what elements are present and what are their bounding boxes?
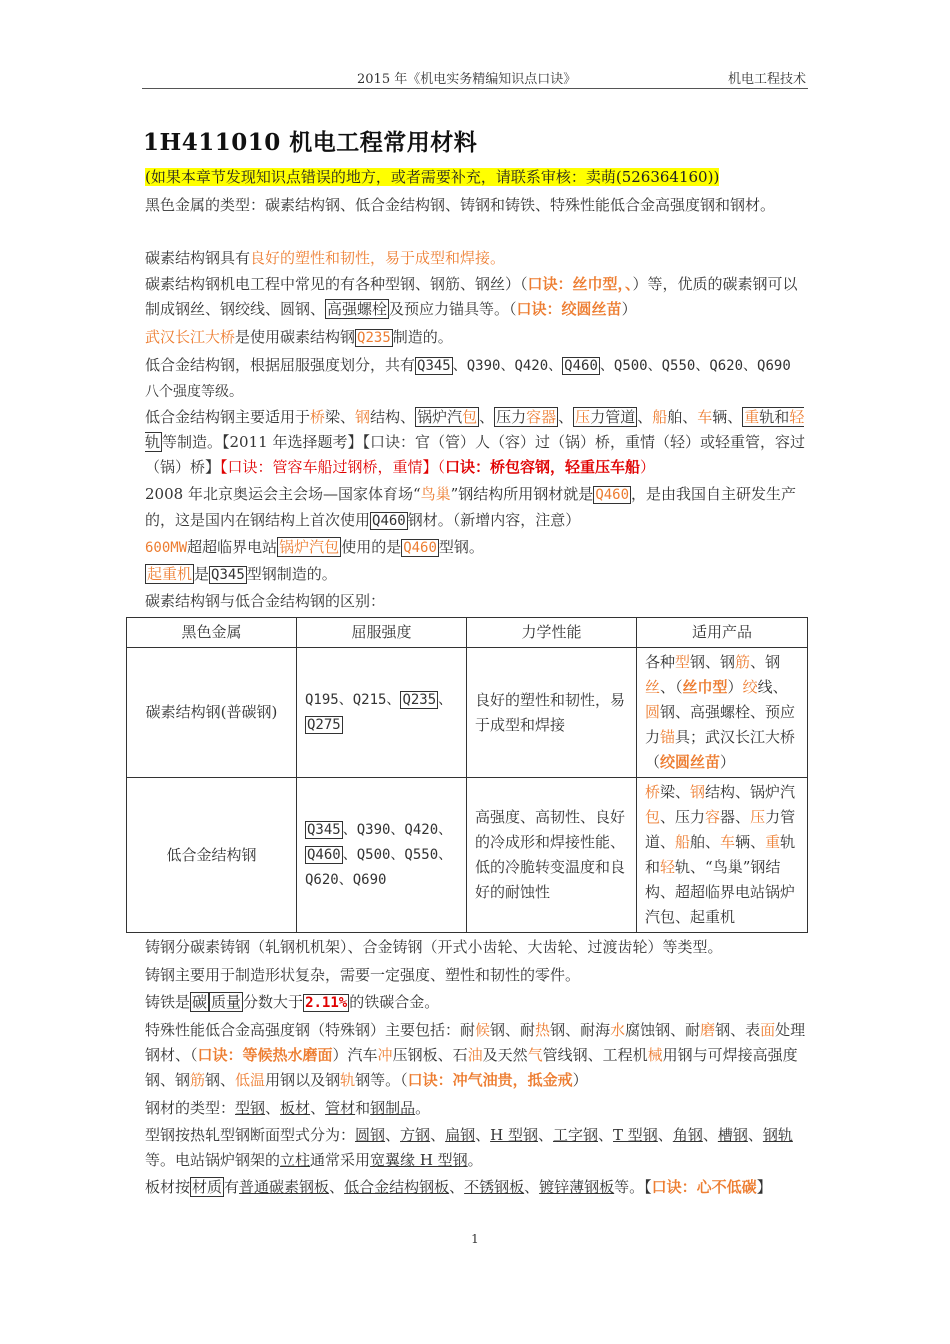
table-cell-products	[637, 648, 808, 778]
highlight-text: 良好的塑性和韧性，易于成型和焊接。	[250, 249, 506, 267]
text: 力管道、	[645, 808, 796, 851]
text: 钢、耐	[490, 1021, 536, 1039]
boxed-grade: Q460	[403, 540, 437, 556]
text: ）	[727, 678, 743, 696]
text: 梁、	[325, 408, 356, 426]
text: 轨和	[759, 408, 790, 426]
mnemonic: 口诀：丝巾型，、	[527, 275, 633, 293]
boxed-grade: Q460	[564, 358, 598, 374]
text: 超超临界电站	[187, 538, 278, 556]
text: 腐蚀钢、耐	[625, 1021, 701, 1039]
text: ）	[572, 1071, 588, 1089]
text: 钢材。（新增内容，注意）	[407, 511, 581, 529]
boxed-grade: Q460	[307, 846, 341, 863]
mnemonic: 口诀：冲气油贵，抵金戒	[407, 1071, 573, 1089]
boxed-term: 高强螺栓	[327, 300, 388, 318]
text: 及天然	[482, 1046, 528, 1064]
text: 钢、耐海	[550, 1021, 611, 1039]
highlight-char: 丝	[645, 678, 661, 696]
text: 。	[467, 1151, 483, 1169]
underlined-term: 管材	[325, 1099, 356, 1117]
highlight-text: 600MW	[145, 540, 188, 556]
highlight-char: 圆	[645, 703, 661, 721]
highlight-char: 面	[760, 1021, 776, 1039]
text: 特殊性能低合金高强度钢（特殊钢）主要包括：耐	[145, 1021, 476, 1039]
table-header-cell: 黑色金属	[127, 618, 297, 648]
boxed-grade: Q460	[595, 487, 630, 503]
underlined-term: 工字钢	[552, 1126, 598, 1144]
text: 各种	[645, 653, 676, 671]
text: 、	[329, 1178, 345, 1196]
table-cell-yield	[297, 648, 467, 778]
text: 轨和	[645, 833, 796, 876]
highlight-char: 容	[705, 808, 721, 826]
text: ）	[621, 300, 637, 318]
text: 、钢	[750, 653, 781, 671]
underlined-term: H 型钢	[490, 1126, 538, 1144]
text: 、	[657, 1126, 673, 1144]
text: 碳	[192, 993, 208, 1011]
text: 钢等。（	[355, 1071, 408, 1089]
boxed-grade: Q345	[211, 567, 245, 583]
paragraph-difference-intro: 碳素结构钢与低合金结构钢的区别：	[145, 592, 386, 610]
highlight-char: 重	[744, 408, 760, 426]
notice-highlight: (如果本章节发现知识点错误的地方，或者需要补充，请联系审核：卖萌(526364160))	[145, 168, 720, 186]
text: 轨	[145, 433, 161, 451]
text: 钢、	[205, 1071, 236, 1089]
boxed-term: 质量	[211, 993, 242, 1011]
text: 型钢制造的。	[246, 565, 337, 583]
text: 、（	[660, 678, 683, 696]
highlight-text: 武汉长江大桥	[145, 328, 236, 346]
text: 舶、	[690, 833, 721, 851]
highlight-char: 轨	[340, 1071, 356, 1089]
text: 辆、	[712, 408, 743, 426]
paragraph-birds-nest	[145, 482, 809, 534]
text: 具；武汉长江大桥（	[645, 728, 796, 771]
boxed-term: 材质	[192, 1178, 223, 1196]
highlight-char: 水	[610, 1021, 626, 1039]
text: 梁、	[660, 783, 691, 801]
text: ，是由我国自主研发生产的，这是国内在钢结构上首次使用	[145, 485, 797, 529]
text: 钢、钢	[690, 653, 736, 671]
text: 、Q390、Q420、	[452, 358, 563, 374]
text: 结构、	[370, 408, 416, 426]
page-header	[142, 66, 808, 89]
page-number: 1	[471, 1232, 479, 1246]
text: 型钢按热轧型钢断面型式分为：	[145, 1126, 356, 1144]
text: 使用的是	[341, 538, 402, 556]
highlight-char: 桥	[645, 783, 661, 801]
comparison-table	[126, 617, 808, 933]
mnemonic: 口诀：等候热水磨面	[197, 1046, 333, 1064]
table-row	[127, 778, 808, 933]
text: 低合金结构钢主要适用于	[145, 408, 311, 426]
highlight-text: 鸟巢	[420, 485, 451, 503]
highlight-char: 冲	[377, 1046, 393, 1064]
text: 等。电站锅炉钢架的	[145, 1151, 281, 1169]
paragraph-low-alloy-uses	[145, 405, 809, 480]
text: 是	[194, 565, 210, 583]
highlight-text: 低温	[235, 1071, 266, 1089]
table-cell-yield	[297, 778, 467, 933]
text: 型钢。	[438, 538, 484, 556]
text: 、Q500、Q550、Q620、Q690 八个强度等级。	[145, 358, 791, 400]
highlight-char: 包	[462, 408, 478, 426]
paragraph-cast-iron	[145, 990, 809, 1016]
paragraph-carbon-properties	[145, 246, 809, 271]
red-mnemonic-bold: 口诀：桥包容钢，轻重压车船	[445, 458, 641, 476]
text: 钢材的类型：	[145, 1099, 236, 1117]
text: 结构、锅炉汽	[705, 783, 796, 801]
text: ”钢结构所用钢材就是	[450, 485, 594, 503]
highlight-char: 车	[697, 408, 713, 426]
underlined-term: 扁钢	[445, 1126, 476, 1144]
highlight-char: 磨	[700, 1021, 716, 1039]
table-header-cell: 屈服强度	[297, 618, 467, 648]
paragraph-carbon-uses	[145, 272, 809, 322]
text: 低合金结构钢，根据屈服强度划分，共有	[145, 356, 416, 374]
text: 碳素结构钢机电工程中常见的有各种型钢、钢筋、钢丝）（	[145, 275, 528, 293]
text: 、	[537, 1126, 553, 1144]
paragraph-600mw	[145, 535, 809, 561]
text: 、	[475, 1126, 491, 1144]
paragraph-low-alloy-grades	[145, 353, 809, 405]
table-cell-products	[637, 778, 808, 933]
boxed-term: 锅炉汽包	[279, 538, 340, 556]
text: 、	[747, 1126, 763, 1144]
red-mnemonic: 【口诀：管容车船过钢桥，重情】（	[220, 458, 446, 476]
highlight-char: 压	[750, 808, 766, 826]
paragraph-wuhan-bridge	[145, 325, 809, 351]
text: 、	[449, 1178, 465, 1196]
highlight-char: 钢	[690, 783, 706, 801]
mnemonic: 口诀：绞圆丝苗	[516, 300, 622, 318]
mnemonic: 口诀：心不低碳	[651, 1178, 757, 1196]
text: 钢、表	[715, 1021, 761, 1039]
highlight-char: 型	[675, 653, 691, 671]
text: 碳素结构钢具有	[145, 249, 251, 267]
highlight-char: 压	[575, 408, 591, 426]
paragraph-crane	[145, 562, 809, 588]
text: 。	[415, 1099, 431, 1117]
text: 通常采用	[310, 1151, 371, 1169]
paragraph-ferrous-types: 黑色金属的类型：碳素结构钢、低合金结构钢、铸钢和铸铁、特殊性能低合金高强度钢和钢材。	[145, 196, 776, 214]
text: 、	[524, 1178, 540, 1196]
text: ）	[640, 458, 656, 476]
paragraph-steel-types	[145, 1096, 809, 1121]
paragraph-plate-material	[145, 1175, 809, 1200]
text: 和	[355, 1099, 371, 1117]
underlined-term: 圆钢	[355, 1126, 386, 1144]
highlight-char: 轻	[660, 858, 676, 876]
text: 用钢以及钢	[265, 1071, 341, 1089]
text: 管线钢、工程机	[542, 1046, 648, 1064]
text: 分数大于	[243, 993, 304, 1011]
text: 是使用碳素结构钢	[235, 328, 356, 346]
table-cell-name: 低合金结构钢	[127, 778, 297, 933]
highlight-char: 桥	[310, 408, 326, 426]
highlight-char: 油	[467, 1046, 483, 1064]
text: 有	[224, 1178, 240, 1196]
highlight-char: 气	[527, 1046, 543, 1064]
boxed-grade: Q275	[307, 716, 341, 733]
underlined-term: 钢轨	[762, 1126, 793, 1144]
boxed-grade: Q235	[357, 330, 391, 346]
highlight-char: 轻	[789, 408, 805, 426]
table-header-cell: 力学性能	[467, 618, 637, 648]
highlight-char: 锚	[660, 728, 676, 746]
header-center-text: 2015 年《机电实务精编知识点口诀》	[357, 72, 577, 87]
highlight-char: 绞	[742, 678, 758, 696]
underlined-term: 槽钢	[717, 1126, 748, 1144]
boxed-grade: Q345	[417, 358, 451, 374]
text: 、Q500、Q550、Q620、Q690	[305, 846, 453, 888]
text: 、	[479, 408, 495, 426]
underlined-term: T 型钢	[613, 1126, 658, 1144]
table-cell-mech: 高强度、高韧性、良好的冷成形和焊接性能、低的冷脆转变温度和良好的耐蚀性	[467, 778, 637, 933]
underlined-term: 方钢	[400, 1126, 431, 1144]
text: 、Q390、Q420、	[342, 821, 453, 838]
text: 、	[558, 408, 574, 426]
highlight-char: 候	[475, 1021, 491, 1039]
text: 】	[756, 1178, 772, 1196]
table-cell-mech: 良好的塑性和韧性，易于成型和焊接	[467, 648, 637, 778]
text: 、	[310, 1099, 326, 1117]
underlined-term: 低合金结构钢板	[344, 1178, 450, 1196]
text: 铸铁是	[145, 993, 191, 1011]
text: 、	[598, 1126, 614, 1144]
paragraph-cast-steel-types: 铸钢分碳素铸钢（轧钢机机架）、合金铸钢（开式小齿轮、大齿轮、过渡齿轮）等类型。	[145, 938, 723, 956]
highlight-char: 热	[535, 1021, 551, 1039]
text: 板材按	[145, 1178, 191, 1196]
highlight-char: 筋	[190, 1071, 206, 1089]
underlined-term: 不锈钢板	[464, 1178, 525, 1196]
mnemonic: 绞圆丝苗	[660, 753, 721, 771]
text: 线、	[757, 678, 788, 696]
highlight-char: 械	[647, 1046, 663, 1064]
paragraph-special-steel	[145, 1018, 809, 1093]
highlight-char: 重	[765, 833, 781, 851]
boxed-grade: Q460	[372, 513, 406, 529]
underlined-term: 宽翼缘 H 型钢	[370, 1151, 468, 1169]
table-header-cell: 适用产品	[637, 618, 808, 648]
text: 钢、高强螺栓、预应力	[645, 703, 796, 746]
boxed-term: 起重机	[147, 565, 193, 583]
text: 、压力	[660, 808, 706, 826]
text: 、	[637, 408, 653, 426]
underlined-term: 立柱	[280, 1151, 311, 1169]
text: 轨、“鸟巢”钢结构、超超临界电站锅炉汽包、起重机	[645, 858, 796, 926]
text: 用钢与可焊接高强度钢、钢	[145, 1046, 798, 1089]
highlight-char: 船	[675, 833, 691, 851]
text: Q195、Q215、	[305, 691, 401, 708]
highlight-char: 车	[720, 833, 736, 851]
text: 及预应力锚具等。（	[389, 300, 517, 318]
boxed-value: 2.11%	[305, 995, 348, 1011]
text: 等。【	[614, 1178, 652, 1196]
paragraph-cast-steel-use: 铸钢主要用于制造形状复杂，需要一定强度、塑性和韧性的零件。	[145, 966, 581, 984]
text: 、	[265, 1099, 281, 1117]
highlight-char: 钢	[355, 408, 371, 426]
highlight-char: 筋	[735, 653, 751, 671]
highlight-char: 船	[652, 408, 668, 426]
underlined-term: 型钢	[235, 1099, 266, 1117]
section-title: 1H411010 机电工程常用材料	[143, 129, 478, 156]
text: 制造的。	[392, 328, 453, 346]
text: 等制造。【2011 年选择题考】【口诀：官（管）人（容）过（锅）桥，重情（轻）或轻重管，容过（锅）桥】	[145, 433, 805, 476]
text: 、	[430, 1126, 446, 1144]
text: 压钢板、石	[392, 1046, 468, 1064]
table-row	[127, 648, 808, 778]
underlined-term: 镀锌薄钢板	[539, 1178, 615, 1196]
text: 、	[385, 1126, 401, 1144]
text: ）	[720, 753, 736, 771]
highlight-char: 包	[645, 808, 661, 826]
text: 2008 年北京奥运会主会场—国家体育场“	[145, 485, 421, 503]
table-cell-name: 碳素结构钢(普碳钢)	[127, 648, 297, 778]
paragraph-section-steel	[145, 1123, 809, 1173]
boxed-term: 锅炉汽	[417, 408, 463, 426]
highlight-char: 容器	[526, 408, 557, 426]
table-header-row	[127, 618, 808, 648]
text: 器、	[720, 808, 751, 826]
text: ）汽车	[332, 1046, 378, 1064]
boxed-term: 力管道	[590, 408, 636, 426]
text: 辆、	[735, 833, 766, 851]
boxed-term: 压力	[496, 408, 527, 426]
underlined-term: 板材	[280, 1099, 311, 1117]
underlined-term: 钢制品	[370, 1099, 416, 1117]
text: 、	[702, 1126, 718, 1144]
notice-paragraph	[145, 165, 809, 190]
text: 、	[438, 691, 453, 708]
header-right-text: 机电工程技术	[727, 72, 806, 87]
underlined-term: 普通碳素钢板	[239, 1178, 330, 1196]
text: 的铁碳合金。	[349, 993, 440, 1011]
boxed-grade: Q235	[402, 691, 437, 708]
text: ）等，优质的碳素钢可以制成钢丝、钢绞线、圆钢、	[145, 275, 798, 318]
text: 舶、	[667, 408, 698, 426]
underlined-term: 角钢	[672, 1126, 703, 1144]
text: 处理钢材、（	[145, 1021, 806, 1064]
boxed-grade: Q345	[307, 821, 341, 838]
mnemonic: 丝巾型	[682, 678, 728, 696]
